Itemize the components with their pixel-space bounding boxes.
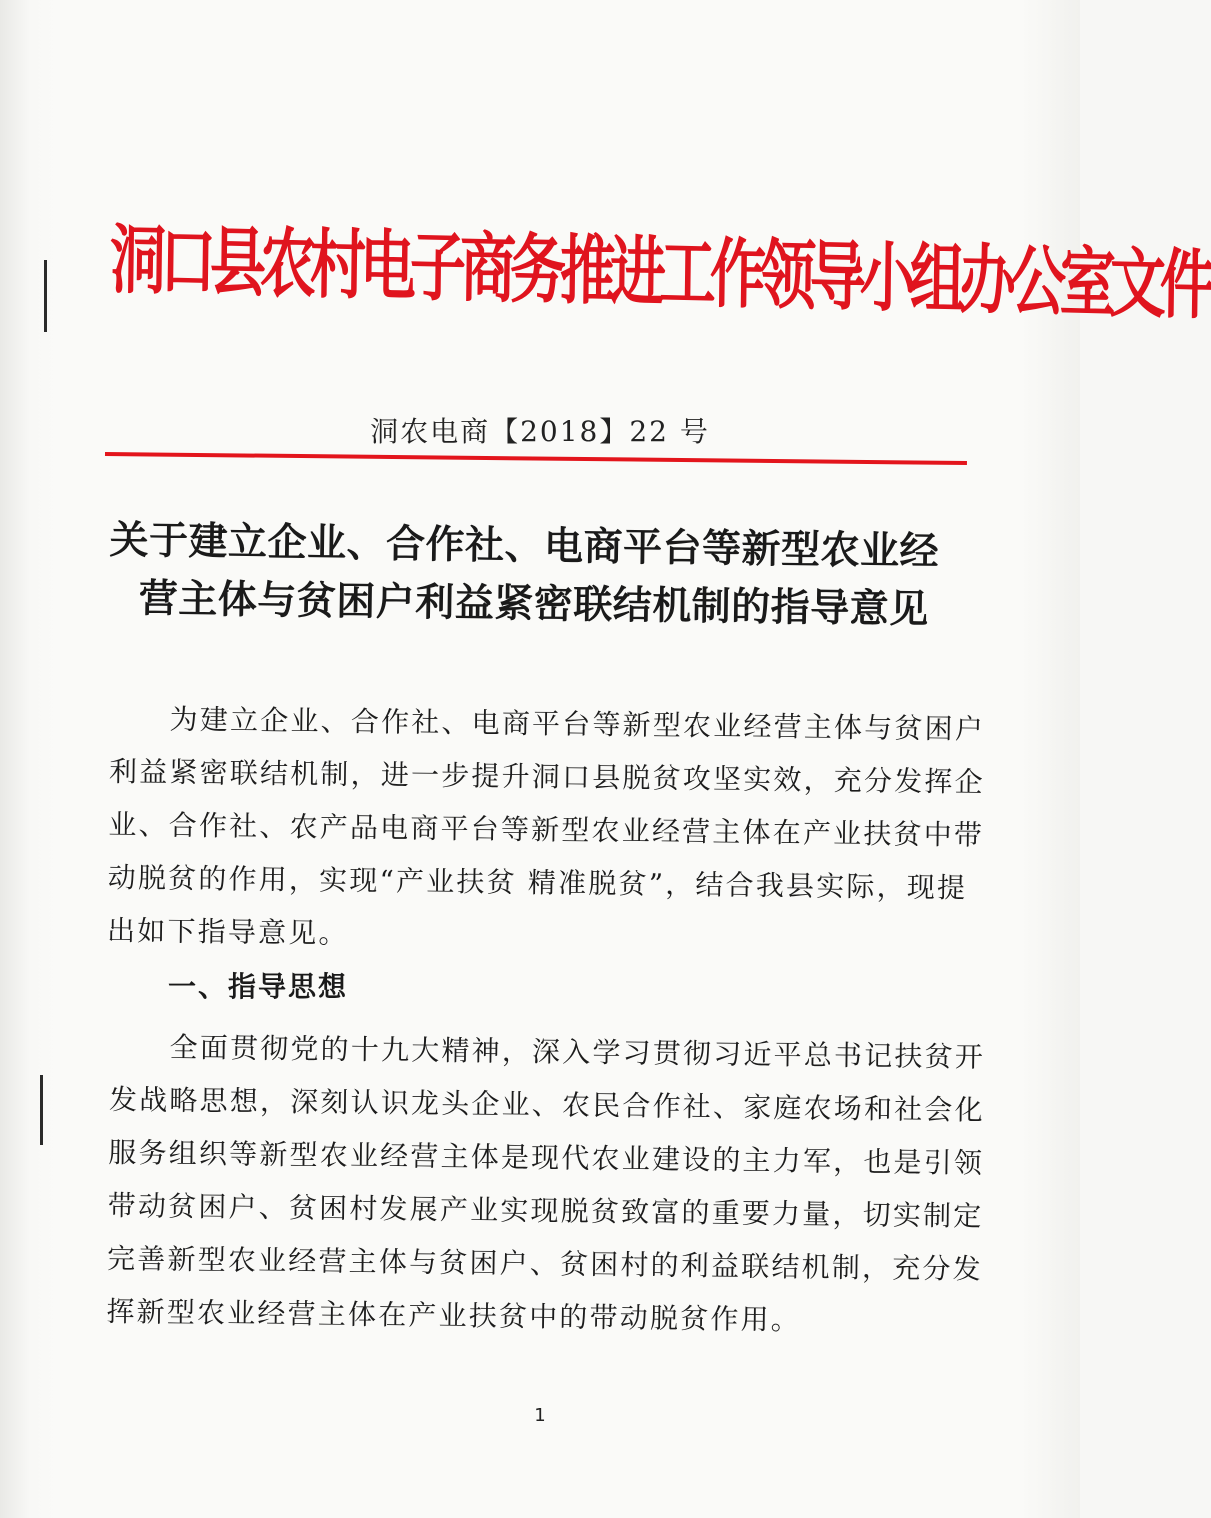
intro-paragraph — [106, 692, 986, 967]
paragraph-line: 挥新型农业经营主体在产业扶贫中的带动脱贫作用。 — [106, 1294, 802, 1337]
paragraph-line: 服务组织等新型农业经营主体是现代农业建设的主力军，也是引领 — [108, 1135, 985, 1180]
page-number: 1 — [534, 1405, 546, 1426]
title-line-2: 营主体与贫困户利益紧密联结机制的指导意见 — [138, 576, 930, 633]
paragraph-line: 带动贫困户、贫困村发展产业实现脱贫致富的重要力量，切实制定 — [107, 1188, 984, 1233]
document-number: 洞农电商【2018】22 号 — [370, 415, 710, 448]
paragraph-line: 出如下指导意见。 — [106, 913, 349, 950]
paragraph-line: 发战略思想，深刻认识龙头企业、农民合作社、家庭农场和社会化 — [108, 1082, 985, 1127]
paragraph-line: 动脱贫的作用，实现“产业扶贫 精准脱贫”，结合我县实际，现提 — [107, 860, 968, 905]
section-paragraph — [106, 1020, 986, 1348]
issuer-title: 洞口县农村电子商务推进工作领导小组办公室文件 — [109, 215, 1211, 331]
paragraph-line: 为建立企业、合作社、电商平台等新型农业经营主体与贫困户 — [169, 702, 986, 746]
title-line-1: 关于建立企业、合作社、电商平台等新型农业经 — [109, 517, 940, 575]
section-heading-guiding-ideology: 一、指导思想 — [168, 970, 349, 1003]
paragraph-line: 完善新型农业经营主体与贫困户、贫困村的利益联结机制，充分发 — [106, 1241, 984, 1286]
paragraph-line: 全面贯彻党的十九大精神，深入学习贯彻习近平总书记扶贫开 — [169, 1030, 986, 1074]
paragraph-line: 利益紧密联结机制，进一步提升洞口县脱贫攻坚实效，充分发挥企 — [108, 754, 985, 799]
paragraph-line: 业、合作社、农产品电商平台等新型农业经营主体在产业扶贫中带 — [108, 807, 985, 852]
document-title — [108, 512, 970, 640]
binding-mark-bottom — [40, 1075, 43, 1145]
binding-mark-top — [44, 260, 47, 332]
red-divider-rule — [105, 452, 967, 465]
